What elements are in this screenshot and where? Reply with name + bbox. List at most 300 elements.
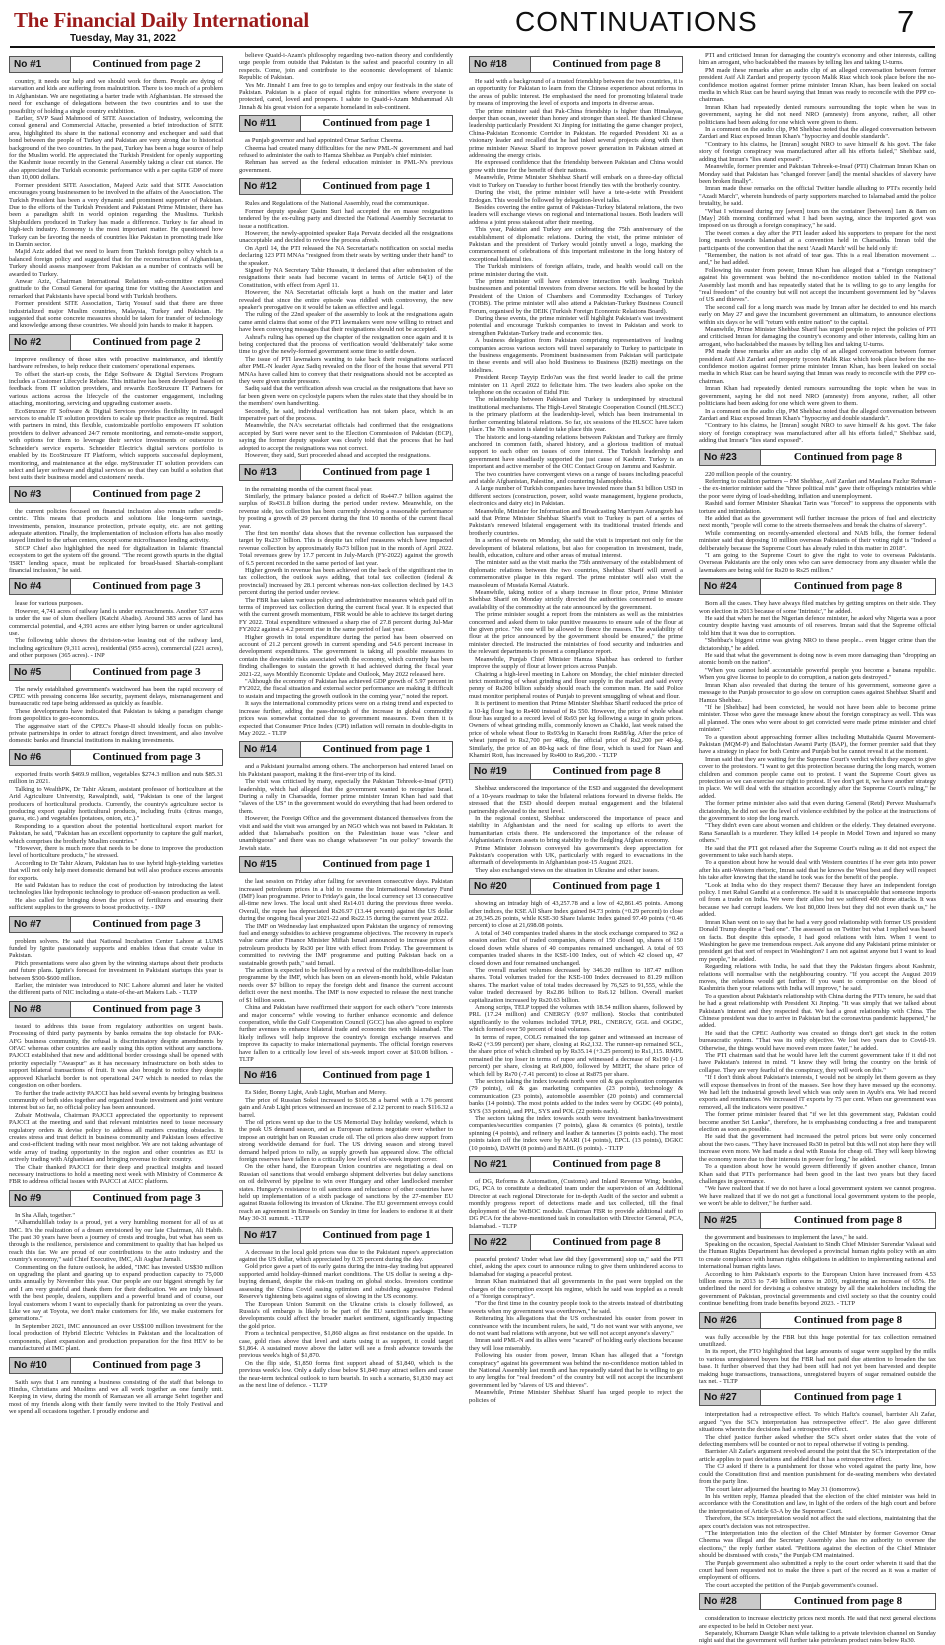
article-header (469, 1234, 683, 1251)
paragraph: Signed by NA Secretary Tahir Hussain, it declared that after submission of the resignations their seats had become vacant in terms of Article 64(1) of the Constitution, with effect from April 11. (239, 266, 453, 289)
paragraph: The Punjab government also submitted a reply to the court order wherein it said that the court had been requested not to make the three s part of the record as it was a matter of employment of officers. (699, 1559, 936, 1582)
paragraph: "What I witnessed during my [seven] tours on the container [between] 1am & 8am on [May] 26th morning confirmed what I had been saying, since the imported govt was imposed on us through a foreign conspiracy," he said. (699, 207, 936, 230)
paragraph: In a comment on the audio clip, PM Shehbaz noted that the alleged conversation between Zardari and Riaz exposed Imran Khan's "hypocrisy and double standards". (699, 407, 936, 422)
paragraph: Meanwhile, Prime Minister Shehbaz Sharif has urged people to reject the policies of PTI and criticised Imran for damaging the country's economy and other interests, calling him an arrogant, who backstabbed the masses by telling lies and taking U-turns. (699, 326, 936, 348)
paragraph: To a question about how he would govern differently if given another chance, Imran Khan said that PTI's performance had been good in the last two years but they faced challenges in governance. (699, 1163, 936, 1185)
article-header (699, 1312, 936, 1329)
paragraph: A decrease in the local gold prices was due to the Pakistani rupee's appreciation against the US dollar, which appreciated by 0.35 percent during the day. (239, 1248, 453, 1264)
paragraph: SECP Chief also highlighted the need for digitalization in Islamic financial ecosystem to get the system off the ground. "The recent growth spurts in the digital 'ISRT' lending space, must be replicated for broad-based Shariah-compliant financial inclusion," he said. (9, 544, 223, 574)
paragraph: Anwar Aziz, Chairman International Relations sub-committee expressed gratitude to the Consul General for sparing time for visiting the Association and remarked that Pakistanis have special bond with Turkish brothers. (9, 277, 223, 300)
article-number: No #11 (240, 116, 301, 131)
paragraph: Responding to a question about the potential horticultural export market for Pakistan, he said, "Pakistan has an excellent opportunity to capture the gulf market, which comprises the brotherly Muslim countries." (9, 822, 223, 845)
article-body (699, 1234, 936, 1308)
paragraph: In the regional context, Shehbaz underscored the importance of peace and stability in Afghanistan and the need for scaling up efforts to avert the humanitarian crisis there. He underscored the importance of the release of Afghanistan's frozen assets to bring stability to the fledgling Afghan economy. (469, 815, 683, 845)
paragraph: peaceful protest? Under what law did they [government] stop us," said the PTI chief, asking the apex court to announce ruling to give them unhindered access to Islamabad for staging a peaceful protest. (469, 1255, 683, 1278)
continued-from-label: Continued from page 1 (552, 880, 661, 893)
paragraph: However, they said, Suri proceeded ahead and accepted the resignations. (245, 452, 431, 460)
paragraph: The FBR has taken various policy and administrative measures which paid off in terms of improved tax collection during the current fiscal year. It is expected that with the current growth momentum, FBR would be able to achieve its target during FY 2022. Total expenditure witnessed a sharp rise of 27.8 percent during Jul-Mar FY2022 against a 4.2 percent rise in the same period of last year. (239, 596, 453, 634)
paragraph: He said that when he met the Nigerian defence minister, he asked why Nigeria was a poor country despite having vast amounts of oil reserves. Imran said that the Supreme official told him that it was due to corruption. (699, 615, 936, 637)
paragraph: The sectors taking the index towards south were investment banks/investment companies/securities companies (7 points), glass & ceramics (6 points), textile spinning (4 points), and refinery and leather & tanneries (3 points each). The most points taken off the index were by MARI (14 points), EPCL (13 points), DGKC (10 points), DAWH (8 points) and BAHL (6 points). - TLTP (469, 1115, 683, 1152)
article-number: No #15 (240, 857, 301, 872)
article-body (699, 471, 936, 575)
article-body (9, 1212, 223, 1353)
continuation-article (699, 1212, 936, 1308)
paragraph: Chairing a high-level meeting in Lahore on Monday, the chief minister directed strict monitoring of wheat grinding and flour supply in the market and said every penny of Rs200 billion subsidy should reach the common man. He said Police must monitor peripheral routes of Punjab to prevent smuggling of wheat and flour. (469, 670, 683, 700)
paragraph: In terms of rupee, COLG remained the top gainer and witnessed an increase of Rs42 (+3.99 percent) per share, closing at Rs2,132. The runner-up remained SCL, the share price of which climbed up by Rs35.14 (+3.25 percent) to Rs1,115. RMPL remained the top loser in terms of rupee and witnessed a decrease of Rs190 (-1.9 percent) per share, closing at Rs9,800, followed by MEHT, the share price of which fell by Rs70 (-7.41 percent) to close at Rs875 per share. (469, 1033, 683, 1078)
article-number: No #17 (240, 1228, 301, 1243)
paragraph: The ruling of the 22nd speaker of the assembly to look at the resignations again came amid claims that some of the PTI lawmakers were now willing to retract and have been conveying messages that their resignations should not be accepted. (239, 311, 453, 334)
paragraph: "Contrary to his claims, he [Imran] sought NRO to save himself & his govt. The fake story of foreign conspiracy was manufactured after all his efforts failed," Shehbaz said, adding that Imran's "lies stand exposed". (699, 140, 936, 163)
paragraph: However, the Foreign Office and the government distanced themselves from the visit and said the visit was arranged by an NGO which was not based in Pakistan. It added that Islamabad's position on the Palestinian issue was "clear and unambiguous" and there was no change whatsoever "in our policy" towards the Jewish state. (239, 815, 453, 852)
paragraph: A large number of Turkish companies have invested more than $1 billion USD in different sectors (construction, power, solid waste management, hygiene products, electronics and dairy etc) in Pakistan. (469, 485, 683, 508)
paragraph: The first ten months' data shows that the revenue collection has surpassed the target by Rs237 billion. This is despite tax relief measures which have impacted revenue collection by approximately Rs73 billion just in the month of April 2022. Total revenues grew by 17.7 percent in July-March (FY-2022) against the growth of 6.5 percent recorded in the same period of last year. (239, 529, 453, 567)
article-header (239, 1227, 453, 1244)
continuation-article (699, 1593, 936, 1645)
paragraph: To offset the start-up costs, the Edge Software & Digital Services Program includes a Customer Lifecycle Rebate. This initiative has been developed based on feedback from IT solution providers, and rewards EcoStruxure IT Partners for various actions across the lifecycle of the customer engagement, including attaching, monitoring, servicing and upgrading customer assets. (9, 370, 223, 408)
paragraph: He said that the government had increased the petrol prices but were only concerned about the two cases. "They have increased Rs30 in petrol but this will not stop here they will increase even more. We had made a deal with Russia for cheap oil. They will keep blowing the economy more due to their interests in power for long," he added. (699, 1133, 936, 1163)
continuation-article (699, 1312, 936, 1386)
continuation-article (239, 52, 453, 111)
continuation-article (239, 856, 453, 1063)
continuation-article (9, 486, 223, 575)
paragraph: Former president SITE Association, Tariq Yousuf said that there are three industrialized major Muslim countries, Malaysia, Turkey and Pakistan. He suggested that some concrete measures should be taken for transfer of technology and knowledge among these countries. We should join hands to make it happen. (9, 300, 223, 330)
paragraph: Majid Aziz added that we need to learn from Turkish foreign policy which is a balanced foreign policy and suggested that for the reconstruction of Afghanistan, Turkey should assess manpower from Pakistan as a number of contracts will be awarded to Turkey. (9, 248, 223, 278)
continuation-article (9, 578, 223, 659)
paragraph: Gold price gave a part of its early gains during the intra-day trading but appeared supported amid holiday-thinned market conditions. The US dollar is seeing a dip-buying demand, despite the risk-on trading on global stocks. Investors continue assessing the China Covid easing optimism and subsiding aggressive Federal Reserve's tightening bets against signs of slowing in the US economy. (239, 1263, 453, 1301)
paragraph: Pitch presentations were also given by the winning startups about their products and future plans. Ignite's forecast for investment in Pakistani startups this year is between $500-$600 million. (9, 959, 223, 982)
paragraph: in the remaining months of the current fiscal year. (245, 485, 373, 493)
article-number: No #5 (10, 665, 71, 680)
paragraph: Born all the cases. They have always filed matches by getting umpires on their side. They won election in 2013 because of some 'Intrinsic'," he added. (699, 600, 936, 615)
paragraph: "Contrary to his claims, he [Imran] sought NRO to save himself & his govt. The fake story of foreign conspiracy was manufactured after all his efforts failed," Shehbaz said, adding that Imran's "lies stand exposed". (699, 422, 936, 445)
article-body (239, 878, 453, 1063)
article-number: No #6 (10, 750, 71, 765)
paragraph: The price of Russian Sokol increased to $105.38 a barrel with a 1.76 percent gain and Arab Light prices witnessed an increase of 2.12 percent to reach $116.32 a barrel. (239, 1096, 453, 1119)
paragraph: Yes Mr. Jinnah! I am free to go to temples and enjoy our festivals in the state of Pakistan. Pakistan is a place of equal rights for minorities where everyone is protected, cared, loved and prospers. I salute to Quaid-i-Azam Muhammad Ali Jinnah & his great vision for a separate homeland in sub-continent. (239, 81, 453, 111)
paragraph: The overall market volumes decreased by 346.20 million to 187.47 million shares. Total volumes traded for the KSE-100 Index decreased to 81.29 million shares. The market value of total trades decreased by 76,525 to 91,555, while the value traded decreased by Rs2.86 billion to Rs6.12 billion. Overall market capitalization increased by Rs20.63 billion. (469, 966, 683, 1004)
continued-from-label: Continued from page 2 (92, 487, 201, 500)
paragraph: On the flip side, $1,850 forms first support ahead of $1,840, which is the previous week's low. Only a daily close below $1,840 may attract sellers and cause the near-term technical outlook to turn bearish. In such a scenario, $1,830 may act as the next line of defence. - TLTP (239, 1359, 453, 1389)
paragraph: Barrister Ali Zafar's argument revolved around the point that the SC's interpretation of the article applies to past deviations and added that it has a retrospective effect. (699, 1448, 936, 1463)
paragraph: Cheema had created many difficulties for the new PML-N government and had refused to administer the oath to Hamza Shehbaz as Punjab's chief minister. (239, 144, 453, 160)
article-header (699, 449, 936, 466)
paragraph: On April 14, the PTI released the NA Secretariat's notification on social media declaring 123 PTI MNAs "resigned from their seats by writing under their hand" to the speaker. (239, 244, 453, 267)
paragraph: Secondly, he said, individual verification has not taken place, which is an imperative part of the process. (239, 407, 453, 423)
continuation-article (469, 1234, 683, 1404)
paragraph: He said with a background of a trusted friendship between the two countries, it is an opportunity for Pakistan to learn from the Chinese experience about reforms in the areas of public interest. He emphasised the need for promoting bilateral trade by means of improving the level of exports and imports in diverse areas. (469, 78, 683, 108)
paragraph: According to him Pakistan's exports to the European Union have increased from 4.53 billion euros in 2013 to 7.49 billion euros in 2019, registering an increase of 65%. He underlined the need for devising a cohesive strategy by all the stakeholders including the government of Pakistan, provincial governments and civil society so that the country could continue benefiting from trade benefits beyond 2023. - TLTP (699, 1270, 936, 1308)
paragraph: Reiterating his allegations that the US orchestrated his ouster from power in connivance with the incumbent rulers, he said, "I do not want war with anyone, we do not want bad relations with anyone, but we will not accept anyone's slavery." (469, 1315, 683, 1337)
paragraph: They also exchanged views on the situation in Ukraine and other issues. (475, 866, 660, 874)
paragraph: Es Sider, Bonny Light, Arab Light, Murban and Merey. (245, 1089, 387, 1097)
paragraph: While commenting on recently-amended electoral and NAB bills, the former federal minister said that deposing 10 million overseas Pakistanis of their voting right is "Indeed a deliberately because the Supreme Court has already ruled in this matter in 2018". (699, 529, 936, 552)
paragraph: A total of 340 companies traded shares in the stock exchange compared to 362 a session earlier. Out of traded companies, shares of 150 closed up, shares of 150 closed down while shares of 40 companies remained unchanged. A total of 93 companies traded shares in the KSE-100 Index, out of which 42 closed up, 47 closed down and four remained unchanged. (469, 929, 683, 967)
article-body (239, 1249, 453, 1390)
article-header (239, 178, 453, 195)
article-number: No #20 (470, 879, 531, 894)
continuation-article (9, 1190, 223, 1353)
paragraph: "Although the economy of Pakistan has achieved GDP growth of 5.97 percent in FY2022, the fiscal situation and external sector performance are making it difficult to sustain and impacting the growth outlook in the coming year," noted the report. (239, 678, 453, 700)
paragraph: Therefore, the SC's interpretation would not affect the said elections, maintaining that the apex court's decision was not retrospective. (699, 1515, 936, 1530)
article-body (9, 78, 223, 330)
continuation-article (9, 1001, 223, 1186)
paragraph: Meanwhile, Prime Minister Shehbaz Sharif will embark on a three-day official visit to Turkey on Tuesday to further boost friendly ties with the brotherly country. (469, 174, 683, 189)
paragraph: "Alhamdulillah today is a proud, yet a very humbling moment for all of us at IMC. It's the realization of a dream envisioned by our late Chairman, Ali Habib. The past 30 years have been a journey of crests and troughs, but what has seen us through is the resilience, persistence and commitment to quality that has helped us reach this far. We are proud of our contributions to the auto industry and the country's economy," said Chief Executive, IMC, Ali Asghar Jamali. (9, 1219, 223, 1264)
paragraph: the government and businesses to implement the laws," he said. (705, 1233, 868, 1241)
continuation-article (699, 52, 936, 445)
article-body (9, 1379, 223, 1416)
paragraph: Imran made these remarks on the official Twitter handle alluding to PTI's recently held "Azadi March", wherein hundreds of party supporters marched to Islamabad amid the police brutality, he said. (699, 185, 936, 208)
article-header (9, 1357, 223, 1374)
continuation-article (469, 878, 683, 1152)
article-body (469, 1256, 683, 1404)
paragraph: problem solvers. He said that National Incubation Center Lahore at LUMS funded by Ignite passionately supports and enables ideas that create value in Pakistan. (9, 937, 223, 960)
article-header (699, 578, 936, 595)
article-number: No #8 (10, 1002, 71, 1017)
paragraph: Imran Khan had repeatedly denied rumours surrounding the topic when he was in government, saying he did not need NRO (amnesty) from anyone, rather, all other politicians had been asking for one which were given to them. (699, 103, 936, 126)
paragraph: In Sha Allah, together." (15, 1211, 75, 1219)
article-body (699, 52, 936, 445)
paragraph: The prime minister sought a report from the ministers as well as the ministries concerned and asked them to take punitive measures to ensure sale of the flour at the given price. "No one will be allowed to fleece the masses. The availability of flour at the price announced by the government should be ensured," the prime minister directed. He instructed the ministries of food security and industries and the relevant departments to present a compliance report. (469, 611, 683, 656)
column-2 (239, 52, 453, 1526)
paragraph: "The interpretation into the election of the Chief Minister by former Governor Omar Cheema was illegal and the Secretary Assembly also has no authority to oversee the elections," the reply further stated. "Petitions against the election of the Chief Minister should be dismissed with costs," the Punjab CM maintained. (699, 1529, 936, 1560)
paragraph: The chief justice further asked whether the SC's short order states that the vote of defecting members will be counted or not to repeal otherwise if voting is pending. (699, 1433, 936, 1449)
paragraph: Former president SITE Association, Majeed Aziz said that SITE Association encourages young businessmen to be involved in the affairs of the Association. The Turkish President has been a very dynamic and prominent supporter of Pakistan. Due to the efforts of the Turkish President and Pakistani Prime Minister, there has been a paradigm shift in world opinion regarding the Muslims. Turkish Shipbuilders produced in Turkey has made a difference. Turkey is far ahead in high-tech industry. Economy is the most important matter. He questioned how Turkey can be favoring the needs of countries like Pakistan in promoting trade like in Damin sector. (9, 181, 223, 248)
paragraph: the last session on Friday after falling for seventeen consecutive days. Pakistan increased petroleum prices in a bid to resume the International Monetary Fund (IMF) loan programme. Prior to Friday's gain, the local currency set 13 consecutive all-time new lows. The local unit shed Rs14.01 during the previous three weeks. Overall, the rupee has depreciated Rs26.97 (13.44 percent) against the US dollar during the ongoing fiscal year 2021-22 and Rs22.15 during the current year 2022. (239, 878, 453, 923)
paragraph: PM made these remarks after an audio clip of an alleged conversation between former president Asif Ali Zardari and property tycoon Malik Riaz which took place before the no-confidence motion against former prime minister Imran Khan, has been leaked on social media in which Riaz can be heard saying that Imran was ready to reconcile with the PPP co-chairman. (699, 348, 936, 385)
article-body (239, 763, 453, 852)
article-body (699, 600, 936, 1207)
article-number: No #7 (10, 917, 71, 932)
paragraph: as Punjab governor and had appointed Omar Sarfraz Cheema. (245, 137, 404, 145)
continued-from-label: Continued from page 8 (552, 1158, 661, 1171)
issue-date: Tuesday, May 31, 2022 (70, 33, 176, 44)
page-number: 7 (897, 4, 915, 39)
article-body (9, 600, 223, 659)
continuation-article (699, 1389, 936, 1589)
continuation-article (239, 115, 453, 174)
paragraph: Higher growth in total expenditure during the period has been observed on account of 21.2 percent growth in current spending and 54.6 percent increase in development expenditures. The government is taking all possible measures to contain the downside risks associated with the economy, which currently has been finding challenges to sustain the growth it had achieved during the fiscal year 2021-22, says Monthly Economic Update and Outlook, May 2022 released here. (239, 633, 453, 678)
paragraph: Higher growth in revenue has been achieved on the back of the significant rise in tax collection, the outlook says adding, that total tax collection (federal & provincial) increased by 28.1 percent whereas non-tax collection declined by 14.3 percent during the period under review. (239, 566, 453, 597)
column-3 (469, 52, 683, 1526)
continuation-article (699, 449, 936, 575)
paragraph: Speaking on the occasion, Special Assistant to Sindh Chief Minister Surendar Valasai said the Human Rights Department has developed a provincial human rights policy with an aim to create compliance with human rights obligations in addition to implementing national and international human rights laws. (699, 1240, 936, 1271)
paragraph: Rashid said former Minister Shaukat Tarin was "forced" to suppress the opponents with torture and intimidation. (699, 500, 936, 515)
paragraph: However, 4,741 acres of railway land is under encroachments. Another 537 acres is under the use of slum dwellers (Katchi Abadis). Around 383 acres of land has commercial potential, and 4,391 acres are either lying barren or under agricultural use. (9, 607, 223, 637)
paragraph: The IMF on Wednesday last emphasized upon Pakistan the urgency of removing fuel and energy subsidies to achieve programme objectives. The recovery in rupee's value came after Finance Minister Miftah Ismail announced to increase prices of petroleum products by Rs30 per litre with effect from Friday. The government is committed to reviving the IMF programme and putting Pakistan back on a sustainable growth path," said Ismail. (239, 922, 453, 967)
continued-from-label: Continued from page 8 (793, 1595, 903, 1608)
paragraph: The issue of PTI lawmakers wanting to take back their resignations surfaced after PML-N leader Ayaz Sadiq revealed on the floor of the house that several PTI MNAs have called him to convey that their resignations should not be accepted as they were given under pressure. (239, 355, 453, 386)
article-number: No #24 (700, 579, 761, 594)
article-body (699, 1411, 936, 1589)
article-number: No #2 (10, 335, 71, 350)
article-header (239, 856, 453, 873)
continuation-article (9, 749, 223, 912)
paragraph: country, it needs our help and we should work for them. People are dying of starvation and kids are suffering from malnutrition. There is too much of a problem in Afghanistan. We are negotiating a barter trade with Afghanistan. He stressed the need for exchange of delegations between the two countries and to use the possibility of holding a single country exhibition. (9, 78, 223, 115)
continued-from-label: Continued from page 2 (92, 335, 201, 348)
continued-from-label: Continued from page 1 (322, 465, 431, 478)
paragraph: He expressed confidence that the friendship between Pakistan and China would grow with time for the benefit of their nations. (469, 159, 683, 174)
article-body (239, 52, 453, 111)
article-number: No #4 (10, 579, 71, 594)
paragraph: Following his ouster from power, Imran Khan has alleged that a "foreign conspiracy" against his government was behind the no-confidence motion tabled in the National Assembly last month and has repeatedly stated that he is willing to go to any lengths for "real freedom" of the country but will not accept the incumbent government led by "slaves of US and thieves". (699, 266, 936, 304)
article-header (239, 464, 453, 481)
paragraph: Imran Khan went on to say that he had a very good relationship with former US president Donald Trump despite a "bad one". The assessed us on Twitter but what I replied was based on facts. But despite this episode, I had good relations with him. When I went to Washington he gave me tremendous respect. Ask anyone did any Pakistani prime minister or president get that sort of respect in Washington? I am not against anyone but I want to lead my people," he added. (699, 918, 936, 963)
article-body (239, 1089, 453, 1222)
continued-from-label: Continued from page 3 (92, 750, 201, 763)
article-body (699, 1334, 936, 1386)
article-number: No #28 (700, 1594, 761, 1609)
continued-from-label: Continued from page 1 (322, 858, 431, 871)
article-number: No #27 (700, 1390, 761, 1405)
paragraph: Meanwhile, Punjab Chief Minister Hamza Shahbaz has ordered to further improve the supply of flour at lower prices across Punjab. (469, 655, 683, 671)
paragraph: During the visit, the prime minister will have a tete-a-tete with President Erdogan. This would be followed by delegation-level talks. (469, 189, 683, 204)
article-body (469, 785, 683, 874)
column-4 (699, 52, 936, 1645)
paragraph: EcoStruxure IT Software & Digital Services provides flexibility in managed services to enable IT solution providers to scale up their practice as required. Built with partners in mind, this flexible, customizable portfolio empowers IT solution providers to deliver advanced 24/7 remote monitoring, and remote-onsite support, with options for them to leverage their service investments or outsource to Schneider's service experts. Schneider Electric's digital services portfolio is enabled by its EcoStruxure IT Platform, which supports successful deployment, monitoring, and maintenance at the edge. myStruxuder IT solution providers can select and layer software and digital services so that they can build a solution that best suits their business model and customers' needs. (9, 407, 223, 482)
continued-from-label: Continued from page 1 (322, 1069, 431, 1082)
article-header (239, 741, 453, 758)
article-body (9, 771, 223, 912)
paragraph: Following his ouster from power, Imran Khan has alleged that a "foreign conspiracy" against his government was behind the no-confidence motion tabled in the National Assembly last month and has repeatedly stated that he is willing to go to any lengths for "real freedom" of the country but will not accept the incumbent government led by "slaves of US and thieves". (469, 1352, 683, 1389)
paragraph: The PTI chairman said that he would have left the current government take if it did not have Pakistan's interest in mind. "I know they will bring the country on the brink of collapse. They are very fearful of the conspiracy, they will work on this." (699, 1052, 936, 1074)
article-number: No #1 (10, 57, 71, 72)
paragraph: Saith says that I am running a business consisting of the staff that belongs to Hindus, Christians and Muslims and we all work together as one family unit. Keeping in view, during the month of Ramazan we all arrange Sehri together and most of my friends along with their family were invited to the Holy Festival and we spend all occasions together. I proudly endorse and (9, 1378, 223, 1416)
masthead-rule (10, 46, 935, 48)
paragraph: Meanwhile, taking notice of a sharp increase in flour price, Prime Minister Shehbaz Sharif on Monday strictly directed the authorities concerned to ensure availability of the commodity at the rate announced by the government. (469, 589, 683, 611)
paragraph: He added that as the government will further increase the prices of fuel and electricity next month, "people will come to the streets themselves and break the chains of slavery". (699, 514, 936, 530)
continued-from-label: Continued from page 8 (552, 58, 661, 70)
article-header (9, 486, 223, 503)
paragraph: Imran said PML-N and its allies were "scared" of holding early elections because they will lose miserably. (469, 1337, 683, 1352)
paragraph: The newly established government's watchword has been the rapid recovery of CPEC with pressing concerns like security, payment delays, mismanagement and bureaucratic red tape being addressed as quickly as feasible. (9, 685, 223, 708)
article-number: No #12 (240, 179, 301, 194)
paragraph: The oil prices went up due to the US Memorial Day holiday weekend, which is the peak US demand season, and as European nations negotiate over whether to impose an outright ban on Russian crude oil. The oil prices also drew support from strong worldwide demand for fuel. The US driving season and strong travel demand helped prices to rally, as supply growth has appeared slow. The official foreign reserves have fallen to a critically low level of six-week import cover. (239, 1118, 453, 1163)
paragraph: Besides covering the entire gamut of Pakistan-Turkey bilateral relations, the two leaders will exchange views on regional and international issues. Both leaders will address a joint press stakeout after their meeting. (469, 203, 683, 226)
article-header (9, 749, 223, 766)
paragraph: In September 2021, IMC announced an over US$100 million investment for the local production of Hybrid Electric Vehicles in Pakistan and the localization of components, plant expansion and production preparation for the first HEV to be manufactured at IMC plant. (9, 1322, 223, 1353)
paragraph: Similarly, the primary balance posted a deficit of Rs447.7 billion against the surplus of Rs431.8 billion during the period under review. Meanwhile, on the revenue side, tax collection has been currently showing a reasonable performance by posting a growth of 29 percent during the first 10 months of the current fiscal year. (239, 492, 453, 530)
paragraph: Imran Khan also revealed that during the tenure of his government, someone gave a message to the Punjab prosecutor to go slow on corruption cases against Shehbaz Sharif and Hamza Shehbaz. (699, 681, 936, 704)
continued-from-label: Continued from page 8 (793, 580, 903, 593)
paragraph: lease for various purposes. (15, 600, 84, 608)
continued-from-label: Continued from page 1 (322, 180, 431, 193)
article-header (239, 1067, 453, 1084)
article-header (9, 664, 223, 681)
continued-from-label: Continued from page 1 (322, 1228, 431, 1241)
article-number: No #3 (10, 487, 71, 502)
continued-from-label: Continued from page 8 (793, 450, 903, 463)
paragraph: On the other hand, the European Union countries are negotiating a deal on Russian oil sanctions that would embargo shipment deliveries but delay sanctions on oil delivered by pipeline to win over Hungary and other landlocked member states. Hungary's resistance to oil sanctions and reluctance of other countries have held up implementation of a sixth package of sanctions by the 27-member EU against Russia following its invasion of Ukraine. The EU government envoys could reach an agreement in Brussels on Sunday in time for leaders to endorse it at their May 30-31 summit. - TLTP (239, 1163, 453, 1223)
article-body (239, 486, 453, 738)
article-body (469, 900, 683, 1152)
continued-from-label: Continued from page 1 (322, 117, 431, 130)
article-number: No #18 (470, 57, 531, 72)
paragraph: The CJ asked if there is a punishment for those who voted against the party line, how could the Constitution first and mention punishment for de-seating members who deviated from the party line. (699, 1463, 936, 1486)
paragraph: In a series of tweets on Monday, she said the visit is important not only for the development of bilateral relations, but also for cooperation in investment, trade, health, education, culture and other areas of mutual interest. (469, 537, 683, 559)
article-header (469, 56, 683, 73)
continuation-article (9, 56, 223, 330)
paragraph: Regarding relations with India, he said that they the Pakistan fingers about Kashmir, relations will normalise with the neighbouring country. "If you accept the August 2019 moves, the relations would get further. If you want to compromise on the blood of Kashmiris then your relations with India will improve," he said. (699, 963, 936, 993)
paragraph: "For the first time in the country people took to the streets instead of distributing sweets when my government was overthrown," he said. (469, 1300, 683, 1315)
article-number: No #16 (240, 1068, 301, 1083)
article-body (9, 938, 223, 997)
paragraph: Former deputy speaker Qasim Suri had accepted the en masse resignations tendered by the ex-ruling party and directed the National Assembly Secretariat to issue a notification. (239, 207, 453, 230)
article-header (699, 1389, 936, 1406)
paragraph: In his written reply, Hamza pleaded that the election of the chief minister was held in accordance with the Constitution and law, in light of the orders of the high court and before the interpretation of Article 63-A by the Supreme Court. (699, 1492, 936, 1515)
paragraph: The Turkish ministers of foreign affairs, trade, and health would call on the prime minister during the visit. (469, 263, 683, 278)
article-header (699, 1593, 936, 1610)
continued-from-label: Continued from page 3 (92, 917, 201, 930)
article-header (9, 56, 223, 73)
paragraph: Among scrips, TELP topped the volumes with 18.54 million shares, followed by PRL (17.24 million) and CNERGY (9.97 million). Stocks that contributed significantly to the volumes included TPLP, PRL, CNERGY, GGL and OGDC, which formed over 50 percent of total volumes. (469, 1003, 683, 1034)
paragraph: of DG, Reforms & Automation, (Customs) and Inland Revenue Wing; besides, DG, PCA to constitute a dedicated team under the supervision of an Additional Director at each regional Directorate for in-depth Audit of the sector and submit a monthly progress report of detections made and tax collected, till the final deployment of the WeBOC module. Chairman FBR to provide additional staff to DG PCA for the above-mentioned task in consultation with Director General, PCA, Islamabad. - TLTP (469, 1178, 683, 1230)
paragraph: The Chair thanked PAJCCI for their deep and practical insights and issued necessary instructions to hold a meeting next week with Ministry of Commerce & FBR to address official issues with PAJCCI at AICC platform. (9, 1163, 223, 1186)
paragraph: PM made these remarks after an audio clip of an alleged conversation between former president Asif Ali Zardari and property tycoon Malik Riaz which took place before the no-confidence motion against former prime minister Imran Khan, has been leaked on social media in which Riaz can be heard saying that Imran was ready to reconcile with the PPP co-chairman. (699, 66, 936, 104)
paragraph: Ashraf's ruling has opened up the chapter of the resignation once again and it is being conjectured that the process of verification would 'deliberately' take some time to give the newly-formed government some time to settle down. (239, 333, 453, 356)
paragraph: China and Pakistan have reaffirmed their support for each other's "core interests and major concerns" while vowing to further enhance economic and defence cooperation, while the Gulf Cooperation Council (GCC) has also agreed to explore further avenues to enhance bilateral trade and economic ties with Islamabad. The likely inflows will help improve the country's foreign exchange reserves and improve its capacity to make international payments. The official foreign reserves have fallen to a critically low level of six-week import cover at $10.08 billion. - TLTP (239, 1004, 453, 1063)
paragraph: The former prime minister feared that "if we let this government stay, Pakistan could become another Sri Lanka", therefore, he is emphasising conducting a free and transparent election as soon as possible. (699, 1111, 936, 1134)
continued-from-label: Continued from page 8 (793, 1213, 903, 1226)
continued-from-label: Continued from page 8 (552, 1235, 661, 1248)
paragraph: "I am going to the Supreme Court to give the right to vote to overseas Pakistanis. Overseas Pakistanis are the only ones who can save democracy from any disaster while the lawmakers are being sold for Rs20 to Rs25 million." (699, 552, 936, 574)
continuation-article (239, 1067, 453, 1222)
continuation-article (469, 1156, 683, 1230)
article-body (9, 686, 223, 745)
article-number: No #13 (240, 465, 301, 480)
continuation-article (239, 178, 453, 459)
paragraph: Separately, Khurram Dastgir Khan while talking to a private television channel on Sunday night said that the government will further take petroleum product rates below Rs30. (699, 1630, 936, 1645)
paragraph: The aggressive start of the CPEC's Phase-II should ideally focus on public-private partnerships in order to attract foreign direct investment, and also involve domestic banks and financial institutions in making investments. (9, 722, 223, 745)
paragraph: 220 million people of the country. (705, 470, 792, 478)
paragraph: The tweet comes a day after the PTI leader asked his supporters to prepare for the next long march towards Islamabad at a convention held in Charsadda. Imran told the participants of the convention that the next 'Azadi March' will be held only if: (699, 229, 936, 252)
paragraph: consideration to increase electricity prices next month. He said that next general elections are expected to be held in October next year. (699, 1615, 936, 1630)
article-header (9, 578, 223, 595)
paragraph: The relationship between Pakistan and Turkey is underpinned by structural institutional mechanisms. The High-Level Strategic Cooperation Council (HLSCC) is the primary platform at the leadership-level, which has been instrumental in further cementing bilateral relations. So far, six sessions of the HLSCC have taken place. The 7th session is slated to take place this year. (469, 396, 683, 434)
article-number: No #14 (240, 742, 301, 757)
paragraph: "Look at India who do they respect them? Because they have an independent foreign policy. I met Rahul Gandhi at a conference. He said it is unacceptable that someone imports oil from a trader on India. We were their allies but we suffered 400 drone attacks. It was because we had corrupt leaders. We lost 80,000 lives but they did not even thank us," he added. (699, 881, 936, 919)
paragraph: and a Pakistani journalist among others. The anchorperson had entered Israel on his Pakistani passport, making it the first-ever trip of its kind. (239, 763, 453, 778)
article-number: No #22 (470, 1235, 531, 1250)
continued-from-label: Continued from page 3 (92, 1191, 201, 1204)
paragraph: Imran said that they are waiting for the Supreme Court's verdict which they expect to give cover to the protestors. "I want to get this protection because during the long march, women children and common people came out to protest. I want the Supreme Court gives us protection so we can exercise our right to protest. If we don't get it, we have another strategy in place. We will deal with the situation accordingly after the Supreme Court's ruling," he added. (699, 755, 936, 800)
paragraph: A business delegation from Pakistan comprising representatives of leading companies across various sectors will travel separately to Turkey to participate in the business engagements. Prominent businessmen from Pakistan will participate in these events and will also hold Business to Business (B2B) meetings on the sidelines. (469, 337, 683, 374)
paragraph: Talking to WealthPK, Dr Tahir Akram, assistant professor of horticulture at the Arid Agriculture University, Rawalpindi, said, "Pakistan is one of the largest producers of horticultural products. Currently, the country's agriculture sector is producing export quality horticultural products, including fruits (citrus mango, guava, etc.) and vegetables (potatoes, onion, etc.)." (9, 785, 223, 823)
paragraph: The two countries have convergent views on a range of issues including peaceful and stable Afghanistan, Palestine, and countering Islamophobia. (469, 470, 683, 485)
article-body (469, 78, 683, 759)
paragraph: In its report, the FTO highlighted that large amounts of sugar were supplied by the mills to various unregistered buyers but the FBR had not paid due attention to broaden the tax base. It further observed that they had been still had not yet been harvested and despite making huge transactions, transactions, unregistered buyers of sugar remained outside the tax net. - TLTP (699, 1348, 936, 1386)
paragraph: The historic and long-standing relations between Pakistan and Turkey are firmly anchored in common faith, shared history, and a glorious tradition of mutual support to each other on issues of core interest. The Turkish leadership and government have steadfastly supported the just cause of Kashmir. Turkey is an important and active member of the OIC Contact Group on Jammu and Kashmir. (469, 433, 683, 471)
continued-from-label: Continued from page 2 (92, 58, 201, 70)
paragraph: showing an intraday high of 43,257.78 and a low of 42,861.45 points. Among other indices, the KSE All Share Index gained 84.73 points (+0.29 percent) to close at 29,345.26 points, while KSE-30 Share Islamic Index gained 97.49 points (+0.46 percent) to close at 21,698.08 points. (469, 900, 683, 930)
article-header (9, 1001, 223, 1018)
paragraph: The sectors taking the index towards north were oil & gas exploration companies (79 points), oil & gas marketing companies (23 points), technology & communication (23 points), automobile assembler (20 points) and commercial banks (14 points). The most points added to the index were by OGDC (49 points), SYS (33 points), and PPL, SYS and POL (22 points each). (469, 1078, 683, 1115)
paragraph: The court later adjourned the hearing to May 31 (tomorrow). (705, 1485, 861, 1493)
paragraph: believe Quaid-i-Azam's philosophy regarding two-nation theory and confidently urge people from outside that Pakistan is the safest and peaceful country in all respects. Come, join and contribute to the economic development of Islamic Republic of Pakistan. (239, 52, 453, 82)
continued-from-label: Continued from page 8 (552, 765, 661, 778)
article-header (469, 1156, 683, 1173)
paragraph: The second call for a long march was made by Imran after he decided to end his march early on May 27 and gave the incumbent government an ultimatum, to announce elections within six days or he will "return with entire nation" to the capital. (699, 303, 936, 326)
paragraph: Meanwhile, former premier and Pakistan Tehreek-e-Insaf (PTI) Chairman Imran Khan on Monday said that Pakistan has "changed forever [and] the mental shackles of slavery have been broken finally". (699, 163, 936, 185)
paragraph: The visit was criticised by many, especially the Pakistan Tehreek-e-Insaf (PTI) leadership, which had alleged that the government wanted to recognise Israel. During a rally in Charsadda, former prime minister Imran Khan had said that "slaves of the US" in the government would do everything that had been ordered to them. (239, 778, 453, 815)
paragraph: He said that the CPEC Authority was created so things don't get stuck in the rotten bureaucratic system. "That was its only objective. We lost two years due to Covid-19. Otherwise, the things would have moved even more faster," he added. (699, 1029, 936, 1052)
paragraph: "Remember, the nation is not afraid of tear gas. This is a real liberation movement ... and," he had added. (699, 251, 936, 267)
paragraph: "If I don't think about Pakistan's interests, I would not be simply let them govern as they will expose themselves in front of the masses. See how they have messed up the economy. We had left the industrial growth level which was only seen in Ayub's era. We had record exports and remittances. We increased IT exports by 75 per cent. When our government was removed, all the indicators were positive." (699, 1074, 936, 1111)
paragraph: Zubair Motiwala, Chairman PAJCCI appreciated the opportunity to represent PAJCCI at the meeting and said that relevant ministries need to issue necessary regulatory orders & devise policy to address all matters creating obstacles. It creates stress and trust deficit in business community and Pakistan loses effective and cost-efficient trading with near most neighbor. We are not taking advantage of wide array of trading opportunity in the region and other countries as EU is actively trading with Afghanistan and bringing revenue to their country. (9, 1111, 223, 1164)
paragraph: Earlier, the minister was introduced to NIC Lahore alumni and later he visited the different parts of NIC including a state-of-the-art Makers Lab. - TLTP (9, 982, 223, 997)
article-header (9, 916, 223, 933)
paragraph: Meanwhile, the NA's secretariat officials had confirmed that the resignations accepted by Suri were never sent to the Election Commission of Pakistan (ECP), saying the former deputy speaker was clearly told that the process that he had adopted to accept the resignations was not correct. (239, 422, 453, 452)
continuation-article (9, 664, 223, 745)
paragraph: The prime minister will have extensive interaction with leading Turkish businessmen and potential investors from diverse sectors. He will be hosted by the President of the Union of Chambers and Commodity Exchanges of Turkey (TOBB). The prime minister will also attend a Pakistan-Turkey Business Council Forum, organised by the DEIK (Turkish Foreign Economic Relations Board). (469, 277, 683, 315)
continued-from-label: Continued from page 3 (92, 580, 201, 593)
paragraph: Meanwhile, Minister for Information and Broadcasting Marriyum Aurangzeb has said that Prime Minister Shehbaz Sharif's visit to Turkey is part of a series of Pakistan's renewed bilateral engagement with its traditional trusted friends and brotherly countries. (469, 507, 683, 537)
article-number: No #21 (470, 1157, 531, 1172)
article-header (469, 763, 683, 780)
article-number: No #19 (470, 764, 531, 779)
paragraph: the current policies focused on financial inclusion also remain rather credit-centric. This means that products and solutions like long-term savings, investments, pension, insurance protection, private equity, etc. are not getting adequate attention. Finally, the implementation of inclusion efforts has also mostly stayed limited to the urban centers, except some microfinance lending activity. (9, 507, 223, 545)
paragraph: To a question about Pakistan's relationship with China during the PTI's tenure, he said that he had a great relationship with President Xi Jinping. "It was simply that we talked about Pakistan's interest and they respected that. We had a great relationship with China. The Chinese president was due to arrive in Pakistan but the coronavirus pandemic happened," he added. (699, 992, 936, 1030)
paragraph: However, the NA Secretariat officials kept a hush on the matter and later revealed that since the entire episode was riddled with controversy, the new speaker's prerogative on it would be taken as effective and legal. (239, 289, 453, 311)
article-body (239, 200, 453, 459)
paragraph: "Shehbaz's biggest crime was giving NRO to these people... even bigger crime than the dictatorship," he added. (699, 637, 936, 652)
paragraph: "We have realized that if we do not have a local government system we cannot progress. We have realized that if we do not get a functional local government system to the people, we won't be able to deliver," he further said. (699, 1185, 936, 1208)
paragraph: PTI and criticised Imran for damaging the country's economy and other interests, calling him an arrogant, who backstabbed the masses by telling lies and taking U-turns. (699, 52, 936, 67)
paragraph: Imran Khan maintained that all governments in the past were toppled on the charges of the corruption except his regime, which he said was toppled as a result of a "foreign conspiracy". (469, 1278, 683, 1300)
paragraph: The court accepted the petition of the Punjab government's counsel. (705, 1581, 879, 1589)
paragraph: To a question about approaching former allies including Muttahida Qaumi Movement-Pakistan (MQM-P) and Balochistan Awami Party (BAP), the former premier said that they have a strategy in place for both Centre and Punjab but he cannot reveal it at the moment. (699, 733, 936, 756)
article-number: No #9 (10, 1191, 71, 1206)
article-header (9, 1190, 223, 1207)
paragraph: President Recep Tayyip Erdo?an was the first world leader to call the prime minister on 11 April 2022 to felicitate him. The two leaders also spoke on the telephone on the occasion of Eidul Fitr. (469, 374, 683, 397)
paragraph: was fully accessible by the FBR but this huge potential for tax collection remained unutilized. (699, 1333, 936, 1348)
paragraph: This year, Pakistan and Turkey are celebrating the 75th anniversary of the establishment of diplomatic relations. During the visit, the prime minister of Pakistan and the president of Turkey would jointly unveil a logo, marking the commencement of celebrations of this important milestone in the long history of exceptional bilateral ties. (469, 226, 683, 263)
paragraph: Rules and Regulations of the National Assembly, read the communique. (245, 200, 429, 208)
paragraph: He said Pakistan has to reduce the cost of production by introducing the latest technologies like hydroponic technology to produce off-season production as well. (9, 881, 223, 897)
paragraph: The following table shows the division-wise leasing out of the railway land, including agriculture (9,311 acres), residential (955 acres), commercial (221 acres), and other purposes (365 acres). - INP (9, 637, 223, 660)
continuation-article (239, 464, 453, 738)
paragraph: Commenting on the future outlook, he added, "IMC has invested US$30 million on upgrading the plant and gearing up to expand production capacity to 75,000 units annually by November this year. Our people are our biggest strength by far and I am very grateful and thank them for their dedication. We are truly blessed with the best people, dealers, suppliers and a powerful brand and of course, our loyal customers whom I want to especially thank for patronizing us over the years. Like we say at Toyota, we don't make customers for life, we make customers for generations." (9, 1263, 223, 1323)
article-number: No #10 (10, 1358, 71, 1373)
paragraph: However, the newly-appointed speaker Raja Pervaiz decided all the resignations unacceptable and decided to review the process afresh. (239, 229, 453, 245)
continued-from-label: Continued from page 8 (793, 1313, 903, 1326)
continued-from-label: Continued from page 3 (92, 665, 201, 678)
article-body (9, 508, 223, 575)
paragraph: exported fruits worth $469.9 million, vegetables $274.3 million and nuts $85.31 million in 2021. (9, 770, 223, 786)
article-number: No #23 (700, 450, 761, 465)
paragraph: The former prime minister also said that even during General (Retd) Pervez Musharraf's dictatorship, he did not see the level of violence exhibited by the police at the instructions of the government to stop the long march. (699, 800, 936, 822)
paragraph: "When you cannot hold accountable powerful people you become a banana republic. When you give license to people to do corruption, a nation gets destroyed." (699, 666, 936, 682)
continuation-article (699, 578, 936, 1207)
paragraph: According to Dr Tahir Akram, Pakistan has to use hybrid high-yielding varieties that will not only help meet domestic demand but will also produce excess amounts for exports. (9, 859, 223, 882)
paragraph: The minister said as the visit marks the 75th anniversary of the establishment of diplomatic relations between the two countries, Shehbaz Sharif will unveil a commemorative plaque in this regard. The prime minister will also visit the mausoleum of Mustafa Kemal Ataturk. (469, 559, 683, 589)
article-body (699, 1615, 936, 1645)
paragraph: He said that what the government is doing now is even more damaging than "dropping an atomic bomb on the nation". (699, 652, 936, 667)
masthead (0, 0, 945, 50)
article-body (9, 356, 223, 482)
paragraph: issued to address this issue from regulatory authorities on urgent basis. Processing of third party payments by banks remains the top obstacle for PAK-AFG business community, the refusal is discriminatory despite amendments by OFAC whereas other countries are easily using this option without any sanctions. PAJCCI established that new and additional border crossings shall be opened with priority especially "Awaspur" as it has necessary infrastructure on both sides to support bilateral transactions of fruit. It was also brought to notice they despite approved Kharlachi border is not operational 24/7 which is needed to relax the congestion on other borders. (9, 1022, 223, 1090)
continuation-article (9, 916, 223, 997)
continued-from-label: Continued from page 1 (793, 1391, 903, 1404)
paragraph: "They didn't even care about women and children or the elderly. They detained everyone. Rana Sanaullah is a murderer. They killed 14 people in Model Town and injured so many others." (699, 822, 936, 845)
paragraph: It says the international commodity prices were on a rising trend and expected to increase further, adding the pass-through of the increase in global commodity prices was somewhat contained due to government measures. Even then it is expected that Consumer Price Index (CPI) inflation will remain in double-digits in May 2022. - TLTP (239, 700, 453, 737)
newspaper-name: The Financial Daily International (14, 8, 310, 32)
paragraph: He said that the PTI got relaxed after the Supreme Court's ruling as it did not expect the government to take such harsh steps. (699, 844, 936, 860)
article-number: No #25 (700, 1213, 761, 1228)
article-header (9, 334, 223, 351)
paragraph: The prime minister said that Pak-China friendship is higher than Himalayas, deeper than ocean, sweeter than honey and stronger than steel. He thanked Chinese leadership particularly President Xi Jinping for initiating the game changer project, China-Pakistan Economic Corridor in Pakistan. He regarded President Xi as a visionary leader and recalled that he had inked several projects along with then prime minister Nawaz Sharif to improve power generation in Pakistan aimed at addressing the energy crisis. (469, 107, 683, 160)
paragraph: During these events, the prime minister will highlight Pakistan's vast investment potential and encourage Turkish companies to invest in Pakistan and work to strengthen Pakistan-Turkey trade and economic ties. (469, 315, 683, 337)
